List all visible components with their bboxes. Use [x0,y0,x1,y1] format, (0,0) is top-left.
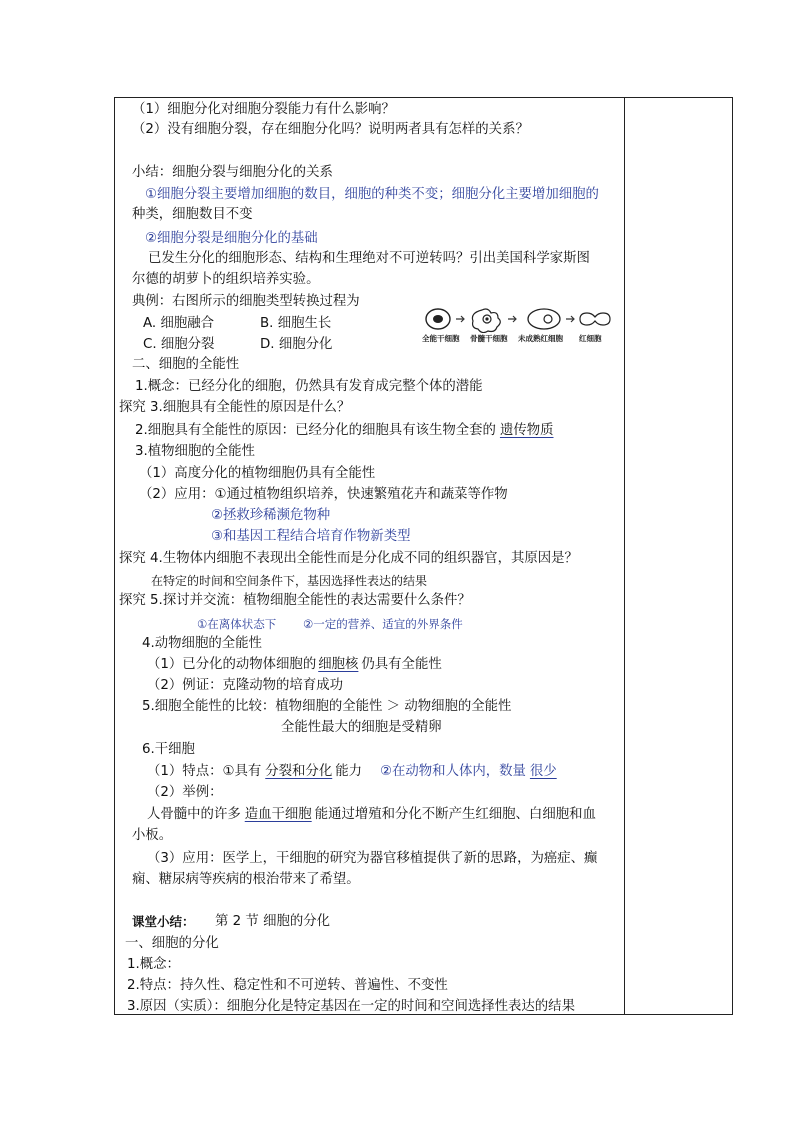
reason-text: 2.细胞具有全能性的原因：已经分化的细胞具有该生物全套的 [135,423,496,438]
stem-point-1 [147,762,565,782]
label-red-cell: 红细胞 [579,334,602,343]
lesson-table [114,97,733,1015]
stem-point-2: （2）举例： [147,785,223,800]
cell-transformation-diagram [422,305,618,347]
class-summary-2: 1.概念： [127,957,180,972]
reason-line [135,421,556,441]
summary-point-2: ②细胞分裂是细胞分化的基础 [145,231,318,246]
plant-point-1: （1）高度分化的植物细胞仍具有全能性 [139,466,376,481]
lesson-content [115,98,624,1014]
option-d: D. 细胞分化 [260,337,333,352]
animal-title: 4.动物细胞的全能性 [142,636,262,651]
question-1: （1）细胞分化对细胞分裂能力有什么影响？ [132,102,395,117]
probe-5-answer-1: ①在离体状态下 [197,617,277,631]
option-c: C. 细胞分裂 [143,337,215,352]
stem-example-tail: 能通过增殖和分化不断产生红细胞、白细胞和血 [314,807,596,822]
animal-point-1 [147,655,442,675]
example-title: 典例：右图所示的细胞类型转换过程为 [132,294,360,309]
label-immature-red-cell: 未成熟红细胞 [518,334,563,343]
probe-4-answer: 在特定的时间和空间条件下，基因选择性表达的结果 [151,574,428,588]
stem-example-text: 人骨髓中的许多 [147,807,241,822]
plant-point-2: （2）应用：①通过植物组织培养，快速繁殖花卉和蔬菜等作物 [139,487,508,502]
probe-3: 探究 3.细胞具有全能性的原因是什么？ [119,400,351,415]
class-summary-label: 课堂小结： [132,914,195,929]
plant-title: 3.植物细胞的全能性 [135,444,255,459]
probe-5-answer-2: ②一定的营养、适宜的外界条件 [303,617,463,631]
plant-application-3: ③和基因工程结合培育作物新类型 [211,529,411,544]
reason-answer: 遗传物质 [499,423,554,438]
section-2-title: 二、细胞的全能性 [132,357,240,372]
summary-point-1b: 种类，细胞数目不变 [132,207,253,222]
cell-diagram-graphic [422,305,618,333]
stem-point-1-mid: 能力 [335,764,362,779]
animal-point-2: （2）例证：克隆动物的培育成功 [147,678,343,693]
option-a: A. 细胞融合 [143,316,214,331]
class-summary-4: 3.原因（实质）：细胞分化是特定基因在一定的时间和空间选择性表达的结果 [127,999,575,1014]
summary-title: 小结：细胞分裂与细胞分化的关系 [132,165,333,180]
probe-5: 探究 5.探讨并交流：植物细胞全能性的表达需要什么条件？ [119,593,471,608]
stem-point-1-text: （1）特点：①具有 [147,764,262,779]
compare-line: 5.细胞全能性的比较：植物细胞的全能性 ＞ 动物细胞的全能性 [142,699,512,714]
stem-cell-title: 6.干细胞 [142,742,195,757]
stem-point-3a: （3）应用：医学上，干细胞的研究为器官移植提供了新的思路，为癌症、癫 [147,851,598,866]
probe-4: 探究 4.生物体内细胞不表现出全能性而是分化成不同的组织器官，其原因是？ [119,551,578,566]
stem-example-answer: 造血干细胞 [244,807,312,822]
compare-line-2: 全能性最大的细胞是受精卵 [281,720,442,735]
concept-line: 1.概念：已经分化的细胞，仍然具有发育成完整个体的潜能 [135,379,483,394]
label-bone-marrow-stem-cell: 骨髓干细胞 [470,334,508,343]
stem-example-b: 小板。 [132,828,173,843]
stem-point-3b: 痫、糖尿病等疾病的根治带来了希望。 [132,872,360,887]
animal-point-1-text: （1）已分化的动物体细胞的 [147,657,317,672]
stem-point-1-answer: 分裂和分化 [265,764,333,779]
class-summary-1: 一、细胞的分化 [125,936,219,951]
class-summary-heading: 第 2 节 细胞的分化 [215,914,331,929]
animal-point-1-answer: 细胞核 [318,657,359,672]
stem-point-1-answer-2: 很少 [529,764,557,779]
animal-point-1-tail: 仍具有全能性 [361,657,442,672]
label-totipotent-stem-cell: 全能干细胞 [422,334,460,343]
question-2: （2）没有细胞分裂，存在细胞分化吗？说明两者具有怎样的关系？ [132,122,529,137]
plant-application-2: ②拯救珍稀濒危物种 [211,508,331,523]
paragraph-1a: 已发生分化的细胞形态、结构和生理绝对不可逆转吗？引出美国科学家斯图 [148,251,590,266]
stem-example [147,805,596,825]
summary-point-1a: ①细胞分裂主要增加细胞的数目，细胞的种类不变；细胞分化主要增加细胞的 [145,187,599,202]
cell-diagram-labels [422,333,618,347]
stem-point-1-second: ②在动物和人体内，数量 [380,764,526,779]
paragraph-1b: 尔德的胡萝卜的组织培养实验。 [132,272,320,287]
column-divider [624,98,625,1014]
class-summary-3: 2.特点：持久性、稳定性和不可逆转、普遍性、不变性 [127,978,448,993]
option-b: B. 细胞生长 [260,316,332,331]
